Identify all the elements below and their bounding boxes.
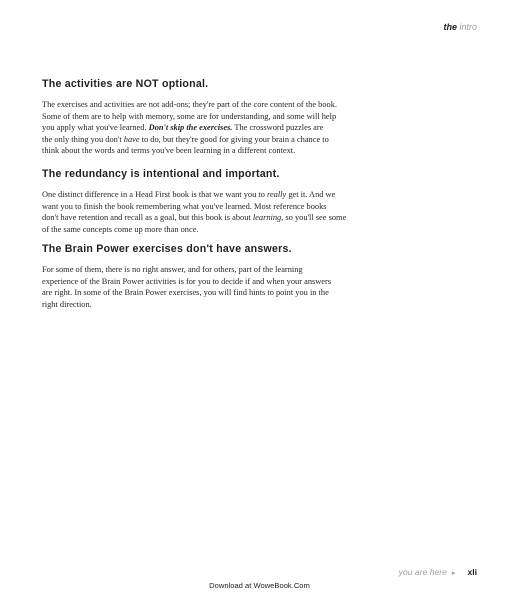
text-line: want you to finish the book remembering what you've learned. Most reference books [42, 201, 327, 211]
section-body [42, 264, 480, 310]
section-heading: The Brain Power exercises don't have answers. [42, 243, 292, 255]
section-body [42, 99, 480, 157]
text-line: you apply what you've learned. [42, 123, 149, 133]
emphasis-bold: Don't skip the exercises. [148, 123, 233, 133]
running-header-bold: the [443, 22, 457, 32]
text-line: For some of them, there is no right answer, and for others, part of the learning [42, 265, 303, 274]
text-line: are right. In some of the Brain Power exercises, you will find hints to point you in the [42, 288, 329, 298]
page-footer [399, 567, 477, 577]
text-line: get it. And we [286, 190, 336, 199]
text-line: to do, but they're good for giving your brain a chance to [139, 134, 329, 144]
section-heading: The activities are NOT optional. [42, 78, 209, 90]
running-header-light: intro [459, 22, 477, 32]
section-activities [42, 78, 480, 157]
section-redundancy [42, 168, 480, 235]
text-line: One distinct difference in a Head First book is that we want you to [42, 190, 267, 199]
running-header [443, 22, 477, 32]
text-line: , so you'll see some [281, 213, 347, 223]
section-body [42, 189, 480, 235]
emphasis-italic: really [267, 190, 287, 199]
emphasis-italic: learning [252, 213, 282, 223]
text-line: don't have retention and recall as a goal, but this book is about [42, 213, 253, 223]
text-line: of the same concepts come up more than once. [42, 224, 199, 234]
text-line: experience of the Brain Power activities is for you to decide if and when your answers [42, 276, 332, 286]
text-line: the only thing you don't [42, 134, 124, 144]
arrow-right-icon: ▸ [451, 570, 456, 577]
text-line: think about the words and terms you've been learning in a different context. [42, 146, 296, 156]
section-brain-power [42, 243, 480, 310]
page-number: xli [467, 567, 477, 577]
text-line: right direction. [42, 299, 92, 309]
emphasis-italic: have [123, 134, 140, 144]
text-line: Some of them are to help with memory, some are for understanding, and some will help [42, 111, 337, 121]
section-heading: The redundancy is intentional and important. [42, 168, 280, 180]
you-are-here-label: you are here [398, 567, 447, 577]
text-line: The exercises and activities are not add-ons; they're part of the core content of the book. [42, 100, 337, 109]
download-credit: Download at WoweBook.Com [209, 581, 310, 590]
text-line: The crossword puzzles are [232, 123, 324, 133]
